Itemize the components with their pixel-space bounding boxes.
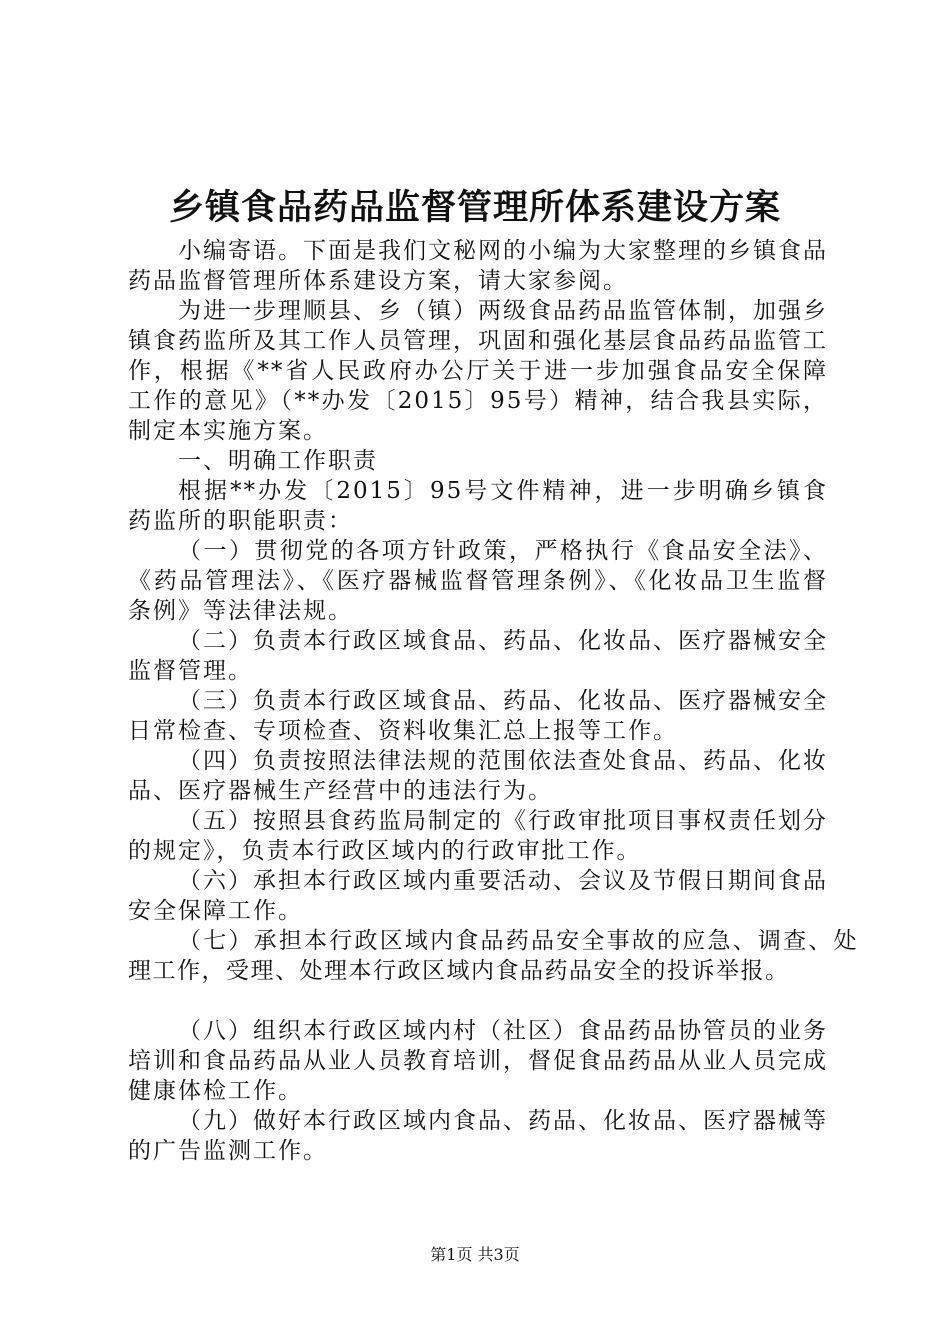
page-footer: 第1页 共3页 xyxy=(430,1245,520,1264)
paragraph-purpose: 为进一步理顺县、乡（镇）两级食品药品监管体制，加强乡镇食药监所及其工作人员管理，巩固和强化基层食品药品监管工作，根据《**省人民政府办公厅关于进一步加强食品安全保障工作的意见》（**办发〔2015〕95号）精神，结合我县实际，制定本实施方案。 xyxy=(128,298,828,444)
duty-item-5: （五）按照县食药监局制定的《行政审批项目事权责任划分的规定》，负责本行政区域内的行政审批工作。 xyxy=(128,808,828,864)
duty-item-1: （一）贯彻党的各项方针政策，严格执行《食品安全法》、《药品管理法》、《医疗器械监督管理条例》、《化妆品卫生监督条例》等法律法规。 xyxy=(128,538,828,624)
duty-item-4: （四）负责按照法律法规的范围依法查处食品、药品、化妆品、医疗器械生产经营中的违法行为。 xyxy=(128,748,828,804)
page-title: 乡镇食品药品监督管理所体系建设方案 xyxy=(168,188,781,228)
paragraph-basis: 根据**办发〔2015〕95号文件精神，进一步明确乡镇食药监所的职能职责： xyxy=(128,478,828,534)
duty-item-8: （八）组织本行政区域内村（社区）食品药品协管员的业务培训和食品药品从业人员教育培训，督促食品药品从业人员完成健康体检工作。 xyxy=(128,1018,828,1104)
document-body xyxy=(128,236,858,1166)
duty-item-3: （三）负责本行政区域食品、药品、化妆品、医疗器械安全日常检查、专项检查、资料收集汇总上报等工作。 xyxy=(128,688,828,744)
blank-line xyxy=(128,986,828,1016)
duty-item-2: （二）负责本行政区域食品、药品、化妆品、医疗器械安全监督管理。 xyxy=(128,628,828,684)
duty-item-7: （七）承担本行政区域内食品药品安全事故的应急、调查、处理工作，受理、处理本行政区域内食品药品安全的投诉举报。 xyxy=(128,928,858,984)
duty-item-6: （六）承担本行政区域内重要活动、会议及节假日期间食品安全保障工作。 xyxy=(128,868,828,924)
section-heading-1: 一、明确工作职责 xyxy=(178,448,378,474)
paragraph-intro: 小编寄语。下面是我们文秘网的小编为大家整理的乡镇食品药品监督管理所体系建设方案，请大家参阅。 xyxy=(128,238,828,294)
duty-item-9: （九）做好本行政区域内食品、药品、化妆品、医疗器械等的广告监测工作。 xyxy=(128,1108,828,1164)
